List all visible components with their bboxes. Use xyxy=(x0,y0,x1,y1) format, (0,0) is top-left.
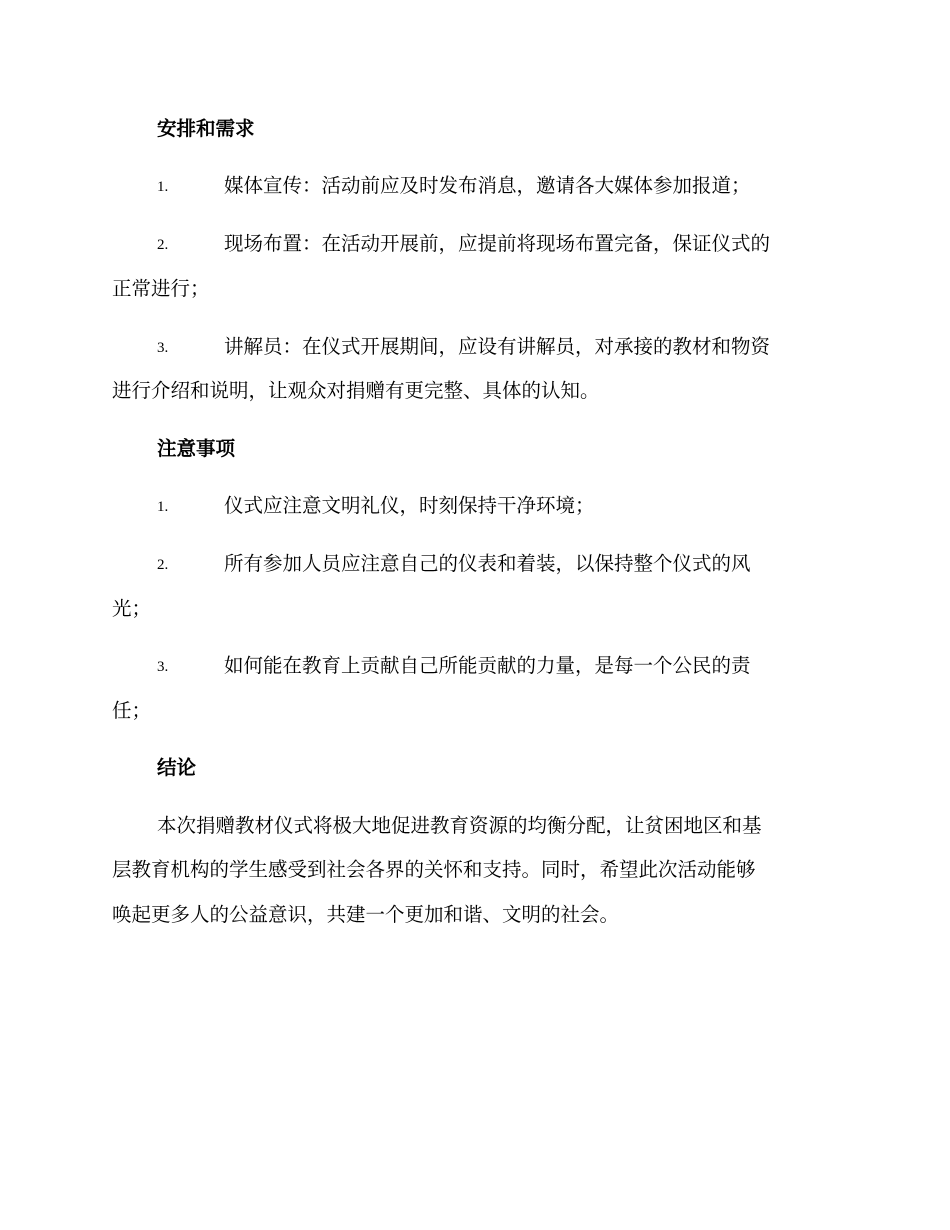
conclusion-paragraph-line: 层教育机构的学生感受到社会各界的关怀和支持。同时，希望此次活动能够 xyxy=(112,858,756,881)
list-item-text-continued: 进行介绍和说明，让观众对捐赠有更完整、具体的认知。 xyxy=(112,379,600,402)
list-number: 2. xyxy=(157,557,169,573)
list-number: 1. xyxy=(157,499,169,515)
list-number: 1. xyxy=(157,179,169,195)
list-item-text: 媒体宣传：活动前应及时发布消息，邀请各大媒体参加报道； xyxy=(224,174,751,197)
list-item-text: 讲解员：在仪式开展期间，应设有讲解员，对承接的教材和物资 xyxy=(224,335,771,358)
list-number: 3. xyxy=(157,659,169,675)
list-item-text: 仪式应注意文明礼仪，时刻保持干净环境； xyxy=(224,494,595,517)
section-heading-conclusion: 结论 xyxy=(157,756,197,779)
list-item-text-continued: 正常进行； xyxy=(112,277,210,300)
list-number: 3. xyxy=(157,340,169,356)
list-item-text: 所有参加人员应注意自己的仪表和着装，以保持整个仪式的风 xyxy=(224,552,751,575)
conclusion-paragraph-line: 唤起更多人的公益意识，共建一个更加和谐、文明的社会。 xyxy=(112,903,620,926)
conclusion-paragraph-line: 本次捐赠教材仪式将极大地促进教育资源的均衡分配，让贫困地区和基 xyxy=(157,814,762,837)
section-heading-notes: 注意事项 xyxy=(157,437,236,460)
list-item-text-continued: 光； xyxy=(112,597,152,620)
list-number: 2. xyxy=(157,237,169,253)
section-heading-arrangements: 安排和需求 xyxy=(157,117,255,140)
list-item-text: 现场布置：在活动开展前，应提前将现场布置完备，保证仪式的 xyxy=(224,232,771,255)
list-item-text-continued: 任； xyxy=(112,699,152,722)
list-item-text: 如何能在教育上贡献自己所能贡献的力量，是每一个公民的责 xyxy=(224,654,751,677)
